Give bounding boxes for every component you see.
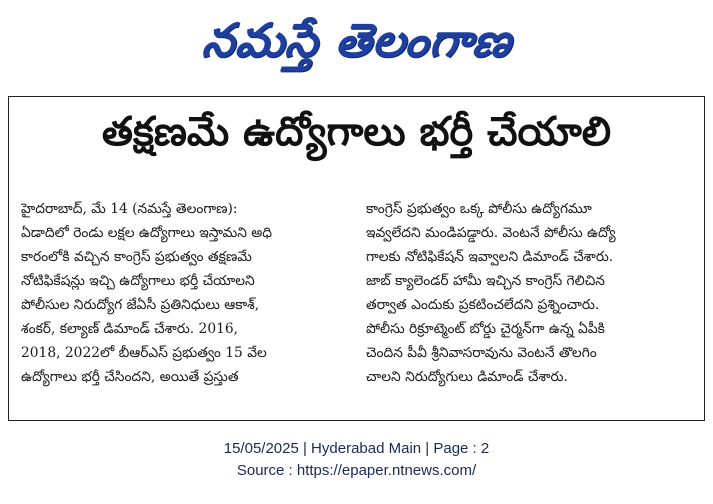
article-line: హైదరాబాద్, మే 14 (నమస్తే తెలంగాణ): — [21, 201, 238, 217]
article-line: పోలీసు రిక్రూట్మెంట్ బోర్డు చైర్మన్‌గా ఉన్న ఏపీకి — [366, 321, 605, 337]
newspaper-logo: నమస్తే తెలంగాణ — [199, 13, 515, 67]
article-column-left — [21, 197, 346, 389]
article-headline: తక్షణమే ఉద్యోగాలు భర్తీ చేయాలి — [101, 109, 612, 155]
article-line: నోటిఫికేషన్లు ఇచ్చి ఉద్యోగాలు భర్తీ చేయాలని — [21, 273, 255, 289]
article-line: చెందిన పీవీ శ్రీనివాసరావును వెంటనే తొలగిం — [366, 345, 597, 361]
edition-info: 15/05/2025 | Hyderabad Main | Page : 2 — [223, 440, 490, 457]
article-line: జాబ్ క్యాలెండర్ హామీ ఇచ్చిన కాంగ్రెస్ గెలిచిన — [366, 273, 605, 289]
article-line: చాలని నిరుద్యోగులు డిమాండ్ చేశారు. — [366, 369, 568, 385]
source-link[interactable]: Source : https://epaper.ntnews.com/ — [236, 462, 477, 479]
article-line: శంకర్, కల్యాణ్ డిమాండ్ చేశారు. 2016, — [21, 321, 239, 337]
article-line: ఏడాదిలో రెండు లక్షల ఉద్యోగాలు ఇస్తామని అధి — [21, 225, 273, 241]
article-column-right — [366, 197, 696, 389]
article-line: కాంగ్రెస్ ప్రభుత్వం ఒక్క పోలీసు ఉద్యోగమూ — [366, 201, 592, 217]
article-line: తర్వాత ఎందుకు ప్రకటించలేదని ప్రశ్నించారు. — [366, 297, 600, 313]
article-line: పోలీసుల నిరుద్యోగ జేఏసీ ప్రతినిధులు ఆకాశ్, — [21, 297, 260, 313]
article-clipping — [8, 96, 705, 421]
article-line: ఉద్యోగాలు భర్తీ చేసిందని, అయితే ప్రస్తుత — [21, 369, 239, 385]
article-line: ఇవ్వలేదని మండిపడ్డారు. వెంటనే పోలీసు ఉద్యో — [366, 225, 616, 241]
article-line: కారంలోకి వచ్చిన కాంగ్రెస్ ప్రభుత్వం తక్షణమే — [21, 249, 252, 265]
clipping-footer — [0, 438, 713, 482]
article-line: గాలకు నోటిఫికేషన్ ఇవ్వాలని డిమాండ్ చేశారు. — [366, 249, 614, 265]
article-line: 2018, 2022లో బీఆర్ఎస్ ప్రభుత్వం 15 వేల — [21, 345, 267, 361]
newspaper-masthead — [0, 0, 713, 92]
